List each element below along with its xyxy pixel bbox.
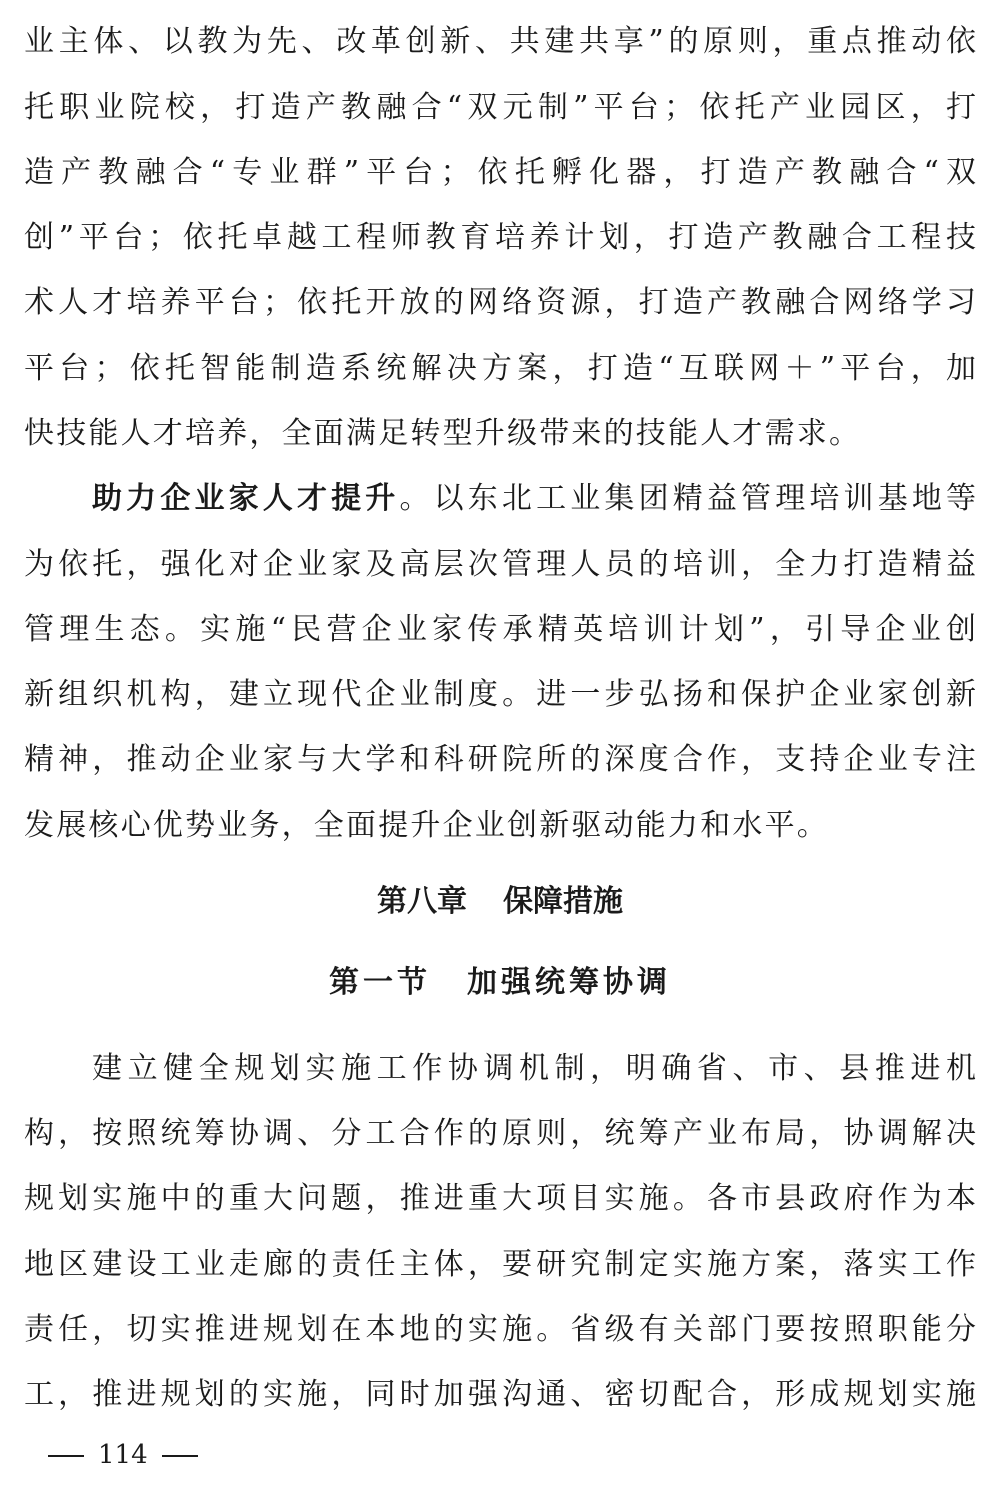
paragraph-line: 精神，推动企业家与大学和科研院所的深度合作，支持企业专注 <box>24 742 976 777</box>
page-number-footer <box>34 1430 212 1480</box>
paragraph-line: 术人才培养平台；依托开放的网络资源，打造产教融合网络学习 <box>24 285 976 320</box>
bold-lead-text: 助力企业家人才提升 <box>92 481 400 516</box>
paragraph-line: 新组织机构，建立现代企业制度。进一步弘扬和保护企业家创新 <box>24 677 976 712</box>
page-number: 114 <box>98 1440 148 1470</box>
paragraph-line: 责任，切实推进规划在本地的实施。省级有关部门要按照职能分 <box>24 1312 976 1347</box>
paragraph-text: 。以东北工业集团精益管理培训基地等 <box>399 481 977 516</box>
chapter-number: 第八章 <box>377 884 467 919</box>
section-number: 第一节 <box>329 965 431 1000</box>
paragraph-line: 构，按照统筹协调、分工合作的原则，统筹产业布局，协调解决 <box>24 1116 976 1151</box>
paragraph-first-line: 建立健全规划实施工作协调机制，明确省、市、县推进机 <box>92 1051 976 1086</box>
chapter-heading <box>0 872 1000 932</box>
section-heading <box>0 953 1000 1013</box>
dash-right <box>162 1455 198 1457</box>
section-title: 加强统筹协调 <box>467 965 671 1000</box>
paragraph-line: 为依托，强化对企业家及高层次管理人员的培训，全力打造精益 <box>24 547 976 582</box>
paragraph-line: 快技能人才培养，全面满足转型升级带来的技能人才需求。 <box>24 416 862 451</box>
chapter-title: 保障措施 <box>503 884 623 919</box>
dash-left <box>48 1455 84 1457</box>
paragraph-line: 管理生态。实施“民营企业家传承精英培训计划”，引导企业创 <box>24 612 976 647</box>
paragraph-line: 地区建设工业走廊的责任主体，要研究制定实施方案，落实工作 <box>24 1247 976 1282</box>
paragraph-line: 规划实施中的重大问题，推进重大项目实施。各市县政府作为本 <box>24 1181 976 1216</box>
paragraph-line: 托职业院校，打造产教融合“双元制”平台；依托产业园区，打 <box>24 90 976 125</box>
paragraph-line: 造产教融合“专业群”平台；依托孵化器，打造产教融合“双 <box>24 155 976 190</box>
paragraph-line: 工，推进规划的实施，同时加强沟通、密切配合，形成规划实施 <box>24 1377 976 1412</box>
paragraph-line: 发展核心优势业务，全面提升企业创新驱动能力和水平。 <box>24 808 829 843</box>
paragraph-line: 业主体、以教为先、改革创新、共建共享”的原则，重点推动依 <box>24 24 976 59</box>
paragraph-first-line <box>92 466 976 532</box>
paragraph-line: 平台；依托智能制造系统解决方案，打造“互联网＋”平台，加 <box>24 351 976 386</box>
paragraph-line: 创”平台；依托卓越工程师教育培养计划，打造产教融合工程技 <box>24 220 976 255</box>
